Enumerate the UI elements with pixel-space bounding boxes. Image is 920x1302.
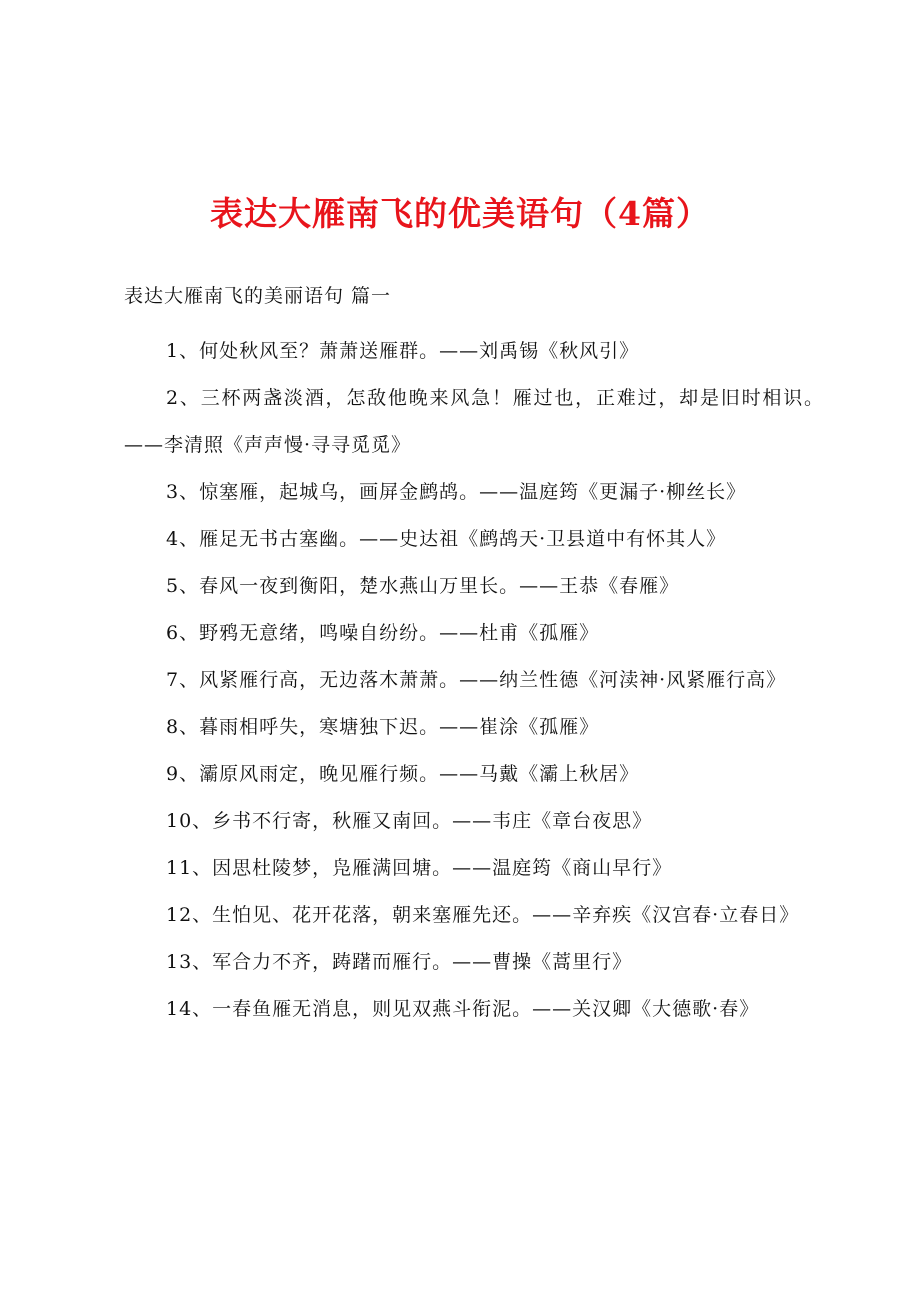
- quote-list: [124, 328, 824, 1033]
- quote-item-11: 11、因思杜陵梦，凫雁满回塘。——温庭筠《商山早行》: [166, 857, 673, 879]
- quote-item-1: 1、何处秋风至？萧萧送雁群。——刘禹锡《秋风引》: [166, 340, 640, 362]
- quote-item-2: 2、三杯两盏淡酒，怎敌他晚来风急！雁过也，正难过，却是旧时相识。——李清照《声声慢·寻寻觅觅》: [124, 387, 824, 456]
- quote-item-13: 13、军合力不齐，踌躇而雁行。——曹操《蒿里行》: [166, 951, 633, 973]
- document-title: 表达大雁南飞的优美语句（4篇）: [210, 194, 710, 233]
- quote-item-9: 9、灞原风雨定，晚见雁行频。——马戴《灞上秋居》: [166, 763, 640, 785]
- quote-item-14: 14、一春鱼雁无消息，则见双燕斗衔泥。——关汉卿《大德歌·春》: [166, 998, 760, 1020]
- quote-item-5: 5、春风一夜到衡阳，楚水燕山万里长。——王恭《春雁》: [166, 575, 680, 597]
- quote-item-10: 10、乡书不行寄，秋雁又南回。——韦庄《章台夜思》: [166, 810, 653, 832]
- quote-item-8: 8、暮雨相呼失，寒塘独下迟。——崔涂《孤雁》: [166, 716, 600, 738]
- quote-item-7: 7、风紧雁行高，无边落木萧萧。——纳兰性德《河渎神·风紧雁行高》: [166, 669, 787, 691]
- quote-item-12: 12、生怕见、花开花落，朝来塞雁先还。——辛弃疾《汉宫春·立春日》: [166, 904, 800, 926]
- section-heading: 表达大雁南飞的美丽语句 篇一: [124, 285, 392, 307]
- quote-item-3: 3、惊塞雁，起城乌，画屏金鹧鸪。——温庭筠《更漏子·柳丝长》: [166, 481, 747, 503]
- quote-item-4: 4、雁足无书古塞幽。——史达祖《鹧鸪天·卫县道中有怀其人》: [166, 528, 727, 550]
- quote-item-6: 6、野鸦无意绪，鸣噪自纷纷。——杜甫《孤雁》: [166, 622, 600, 644]
